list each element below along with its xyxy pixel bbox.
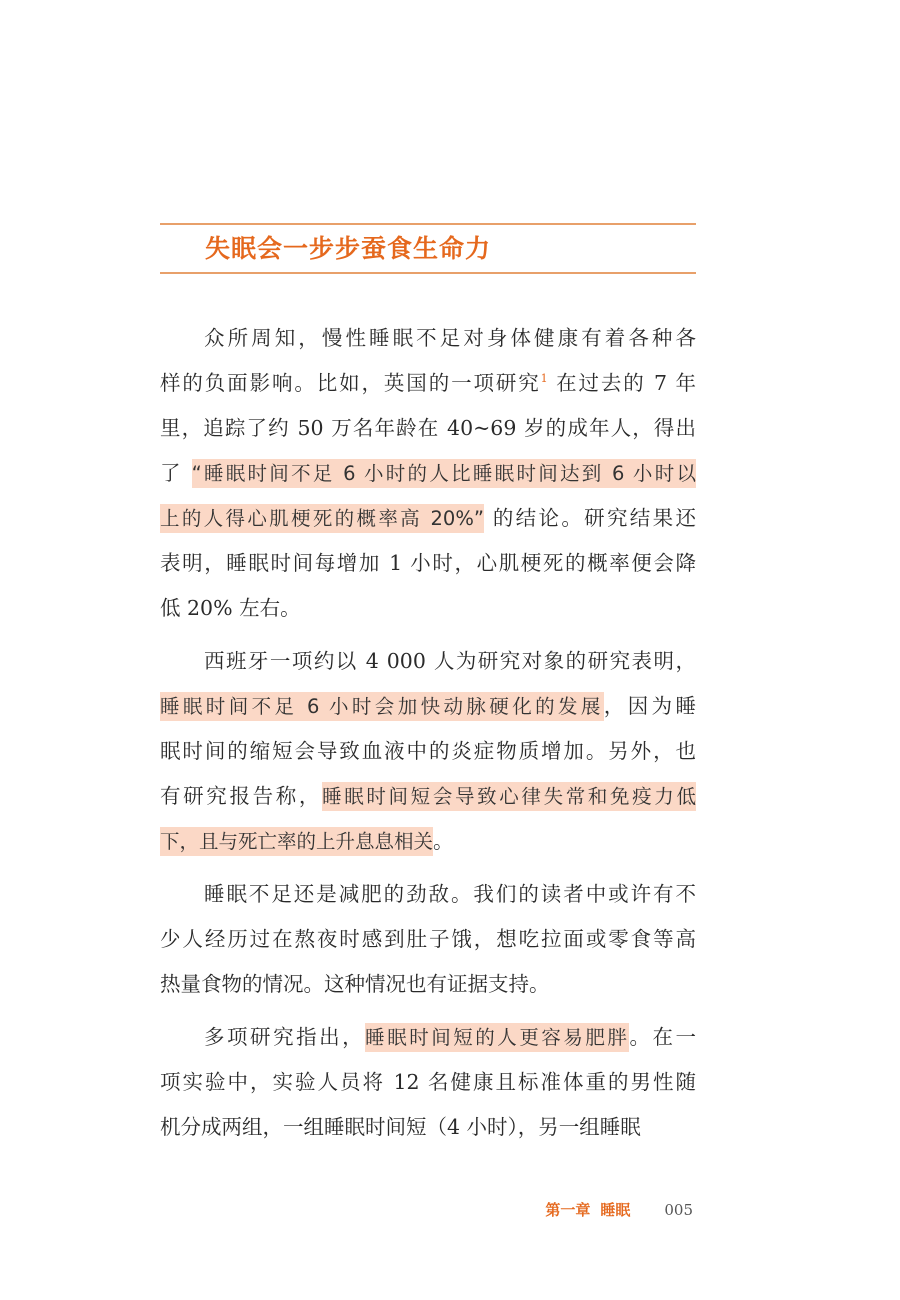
text-segment: 低 20% 左右。 [160, 596, 301, 620]
text-segment: 少人经历过在熬夜时感到肚子饿，想吃拉面或零食等高 [160, 927, 696, 951]
page-number: 005 [664, 1201, 693, 1219]
text-line [160, 586, 696, 631]
text-line [160, 819, 696, 864]
highlighted-text: 上的人得心肌梗死的概率高 20%” [160, 504, 484, 533]
text-line [160, 406, 696, 451]
page-footer [545, 1199, 693, 1220]
highlighted-text: 睡眠时间不足 6 小时会加快动脉硬化的发展 [160, 692, 604, 721]
text-segment: 热量食物的情况。这种情况也有证据支持。 [160, 972, 550, 996]
text-line [160, 451, 696, 496]
text-line [160, 684, 696, 729]
body-text [160, 316, 696, 1150]
highlighted-text: 下，且与死亡率的上升息息相关 [160, 827, 433, 856]
text-segment: 里，追踪了约 50 万名年龄在 40~69 岁的成年人，得出 [160, 416, 696, 440]
text-segment: 样的负面影响。比如，英国的一项研究 [160, 371, 541, 395]
footer-chapter: 第一章 [545, 1201, 591, 1219]
text-segment: 了 [160, 461, 192, 485]
text-segment: 在过去的 7 年 [547, 371, 697, 395]
text-segment: 西班牙一项约以 4 000 人为研究对象的研究表明， [204, 649, 696, 673]
text-segment: 有研究报告称， [160, 784, 323, 808]
highlighted-text: 睡眠时间短的人更容易肥胖 [365, 1023, 629, 1052]
text-segment: 多项研究指出， [204, 1025, 366, 1049]
text-segment: 项实验中，实验人员将 12 名健康且标准体重的男性随 [160, 1070, 696, 1094]
text-line [160, 639, 696, 684]
footnote-reference: 1 [540, 372, 548, 385]
highlighted-text: “睡眠时间不足 6 小时的人比睡眠时间达到 6 小时以 [192, 459, 696, 488]
text-line [160, 872, 696, 917]
footer-topic: 睡眠 [600, 1201, 631, 1219]
title-top-rule [160, 223, 696, 225]
highlighted-text: 睡眠时间短会导致心律失常和免疫力低 [322, 782, 696, 811]
text-segment: 的结论。研究结果还 [483, 506, 696, 530]
text-line [160, 361, 696, 406]
text-line [160, 496, 696, 541]
text-line [160, 917, 696, 962]
text-segment: 眠时间的缩短会导致血液中的炎症物质增加。另外，也 [160, 739, 696, 763]
text-line [160, 962, 696, 1007]
text-line [160, 541, 696, 586]
text-segment: 众所周知，慢性睡眠不足对身体健康有着各种各 [204, 326, 696, 350]
text-segment: 机分成两组，一组睡眠时间短（4 小时），另一组睡眠 [160, 1115, 641, 1139]
text-line [160, 1060, 696, 1105]
title-bottom-rule [160, 272, 696, 274]
text-segment: 。 [433, 829, 454, 853]
text-line [160, 316, 696, 361]
text-segment: 表明，睡眠时间每增加 1 小时，心肌梗死的概率便会降 [160, 551, 696, 575]
text-segment: ，因为睡 [603, 694, 696, 718]
section-title: 失眠会一步步蚕食生命力 [205, 234, 492, 263]
text-line [160, 1105, 696, 1150]
text-line [160, 1015, 696, 1060]
text-line [160, 729, 696, 774]
text-segment: 。在一 [629, 1025, 696, 1049]
text-line [160, 774, 696, 819]
text-segment: 睡眠不足还是减肥的劲敌。我们的读者中或许有不 [204, 882, 696, 906]
